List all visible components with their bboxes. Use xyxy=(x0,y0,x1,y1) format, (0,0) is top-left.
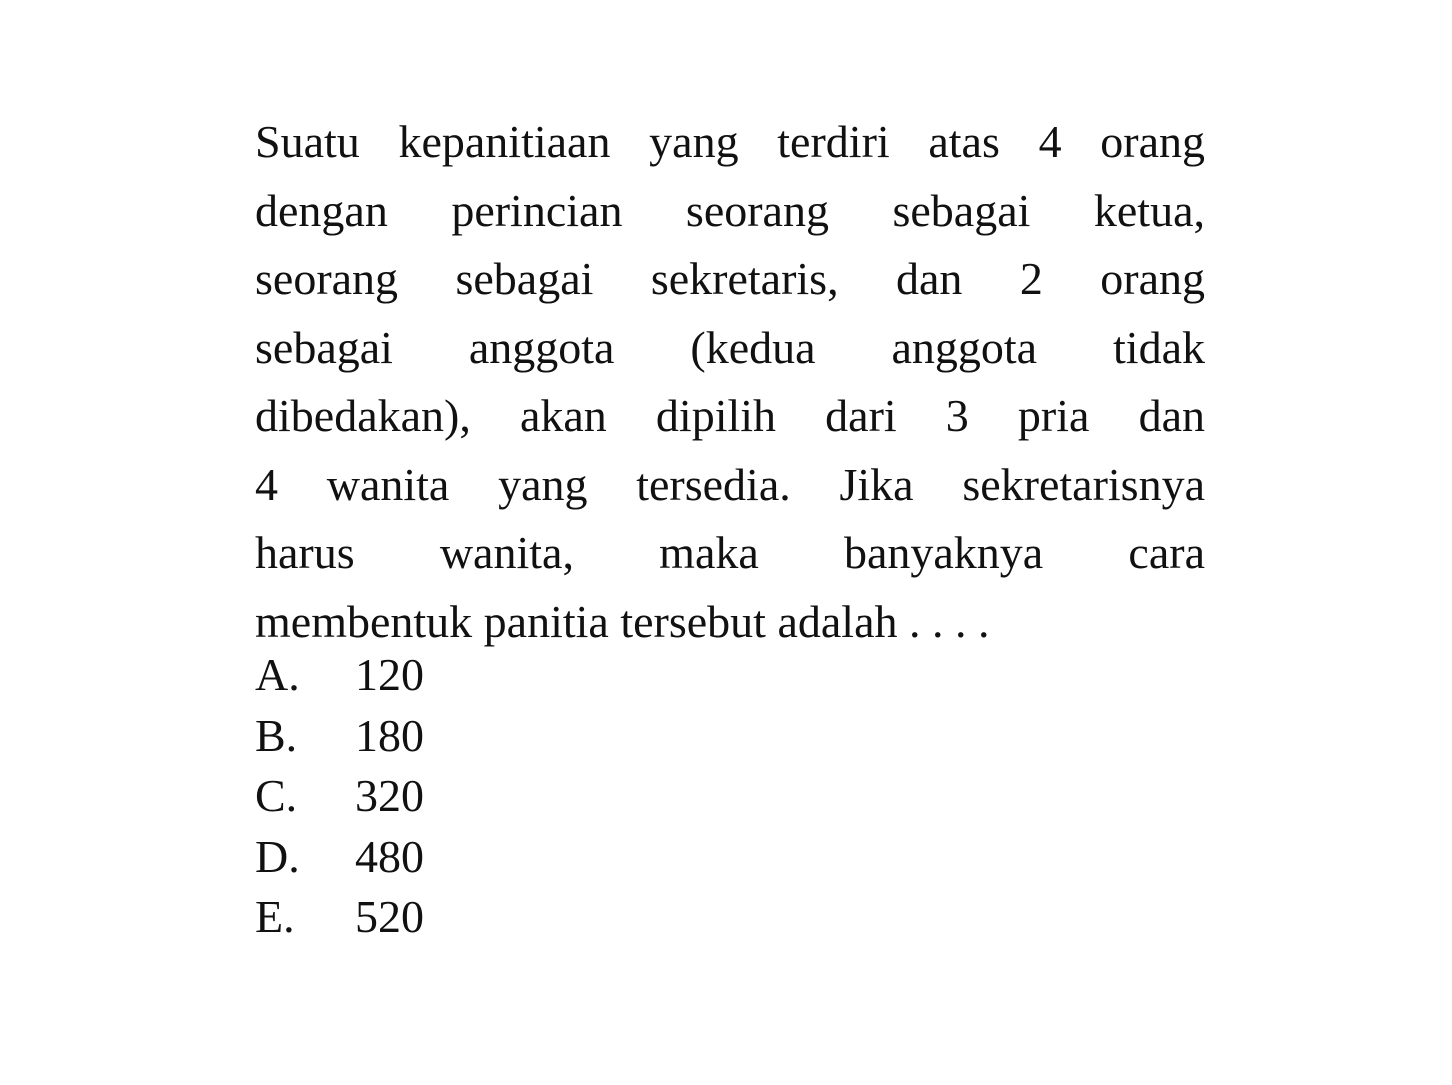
option-letter: A. xyxy=(255,649,300,700)
question-line: harus wanita, maka banyaknya cara xyxy=(255,527,1205,578)
question-line: membentuk panitia tersebut adalah . . . . xyxy=(255,595,990,647)
question-line: Suatu kepanitiaan yang terdiri atas 4 orang xyxy=(255,116,1205,167)
option-b xyxy=(255,706,424,767)
option-value: 520 xyxy=(355,891,424,942)
option-d xyxy=(255,827,424,888)
option-e xyxy=(255,887,424,948)
question-line: dengan perincian seorang sebagai ketua, xyxy=(255,184,1205,236)
option-c xyxy=(255,766,424,827)
question-line: seorang sebagai sekretaris, dan 2 orang xyxy=(255,253,1205,304)
option-value: 120 xyxy=(355,649,424,700)
option-letter: B. xyxy=(255,709,298,761)
option-letter: D. xyxy=(255,830,300,882)
question-text xyxy=(255,108,1205,656)
option-letter: E. xyxy=(255,891,295,942)
option-value: 320 xyxy=(355,770,424,821)
option-value: 180 xyxy=(355,709,424,761)
answer-options xyxy=(255,645,424,948)
option-value: 480 xyxy=(355,830,424,882)
option-a xyxy=(255,645,424,706)
question-line: sebagai anggota (kedua anggota tidak xyxy=(255,321,1205,373)
question-line: dibedakan), akan dipilih dari 3 pria dan xyxy=(255,390,1205,441)
question-line: 4 wanita yang tersedia. Jika sekretarisnya xyxy=(255,458,1205,510)
option-letter: C. xyxy=(255,770,298,821)
